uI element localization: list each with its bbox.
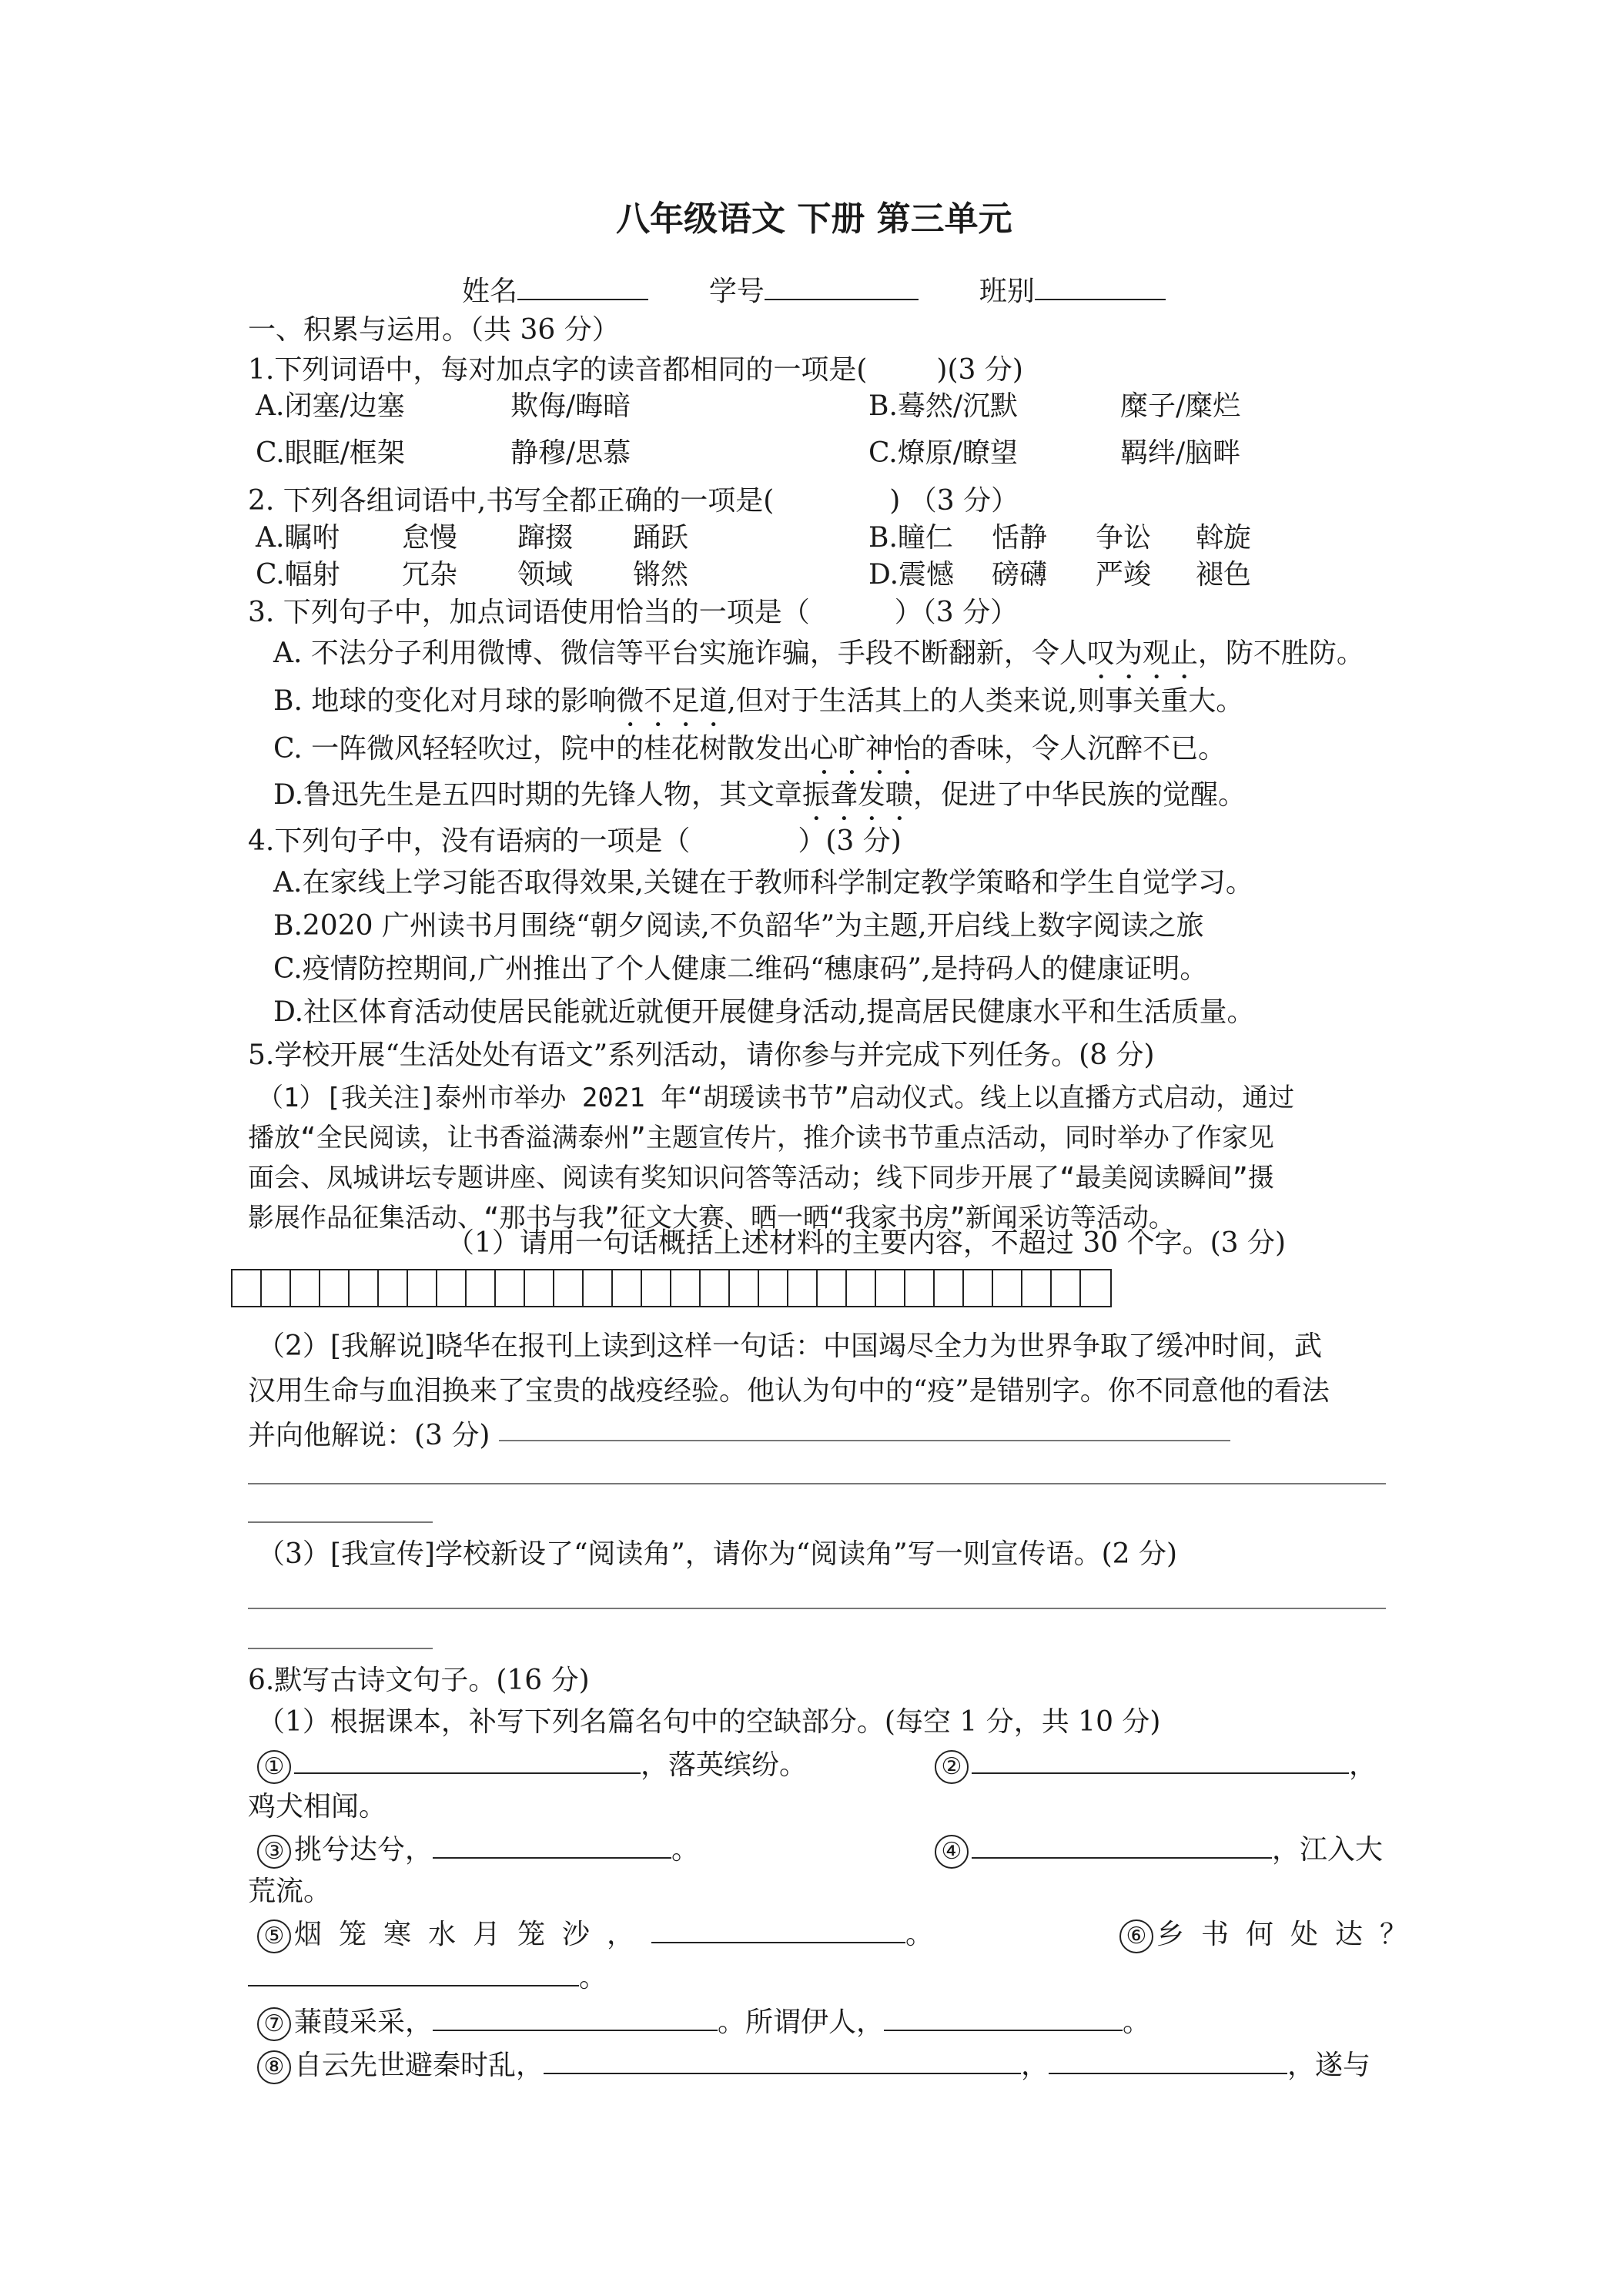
question-1-option-d[interactable]: C.燎原/瞭望: [868, 437, 1018, 469]
answer-grid-cell[interactable]: [730, 1270, 759, 1306]
question-3-option-d[interactable]: D.鲁迅先生是五四时期的先锋人物，其文章振聋发聩，促进了中华民族的觉醒。: [273, 779, 1247, 811]
question-5-task-2: （2）[我解说]晓华在报刊上读到这样一句话：中国竭尽全力为世界争取了缓冲时间，武 汉用生命与血泪换来了宝贵的战疫经验。他认为句中的“疫”是错别字。你不同意他的看法 并向他解说：(3 分): [248, 1330, 1330, 1451]
blank-7b[interactable]: [884, 2005, 1123, 2031]
task-3-answer-line-1[interactable]: [248, 1608, 1386, 1609]
question-2-option-b[interactable]: B.瞳仁 恬静 争讼 斡旋: [868, 522, 1252, 554]
task-3-answer-line-2[interactable]: [248, 1648, 433, 1649]
question-1-option-c-word2: 静穆/思慕: [510, 437, 631, 469]
poem-item-1: ① ，落英缤纷。: [257, 1748, 807, 1784]
question-6-sub-1: （1）根据课本，补写下列名篇名句中的空缺部分。(每空 1 分，共 10 分): [257, 1706, 1161, 1738]
answer-grid-cell[interactable]: [701, 1270, 730, 1306]
answer-grid-cell[interactable]: [554, 1270, 584, 1306]
poem-item-2: ② ，: [935, 1748, 1377, 1784]
number-8: ⑧: [257, 2050, 291, 2084]
answer-grid-cell[interactable]: [876, 1270, 905, 1306]
answer-grid-cell[interactable]: [935, 1270, 964, 1306]
name-label: 姓名: [462, 276, 518, 307]
question-1-option-b-word2: 糜子/糜烂: [1120, 390, 1241, 422]
answer-grid-cell[interactable]: [905, 1270, 935, 1306]
poem-item-6-cont: 。: [248, 1960, 607, 1996]
question-5-task-3: （3）[我宣传]学校新设了“阅读角”，请你为“阅读角”写一则宣传语。(2 分): [257, 1538, 1178, 1570]
poem-item-4-cont: 荒流。: [248, 1876, 332, 1907]
question-2-option-d[interactable]: D.震憾 磅礴 严竣 褪色: [868, 559, 1252, 591]
answer-grid-cell[interactable]: [233, 1270, 262, 1306]
blank-6[interactable]: [248, 1960, 579, 1986]
student-info-row: [462, 274, 1166, 310]
answer-grid-cell[interactable]: [320, 1270, 350, 1306]
answer-grid-cell[interactable]: [788, 1270, 818, 1306]
blank-4[interactable]: [972, 1832, 1272, 1859]
answer-grid-cell[interactable]: [671, 1270, 701, 1306]
question-3-option-c[interactable]: C. 一阵微风轻轻吹过，院中的桂花树散发出心旷神怡的香味，令人沉醉不已。: [273, 733, 1226, 765]
task-2-answer-line-1[interactable]: [499, 1440, 1230, 1441]
blank-7a[interactable]: [433, 2005, 718, 2031]
poem-item-7: ⑦ 蒹葭采采， 。所谓伊人， 。: [257, 2005, 1150, 2041]
answer-grid-cell[interactable]: [496, 1270, 525, 1306]
blank-3[interactable]: [433, 1832, 671, 1859]
poem-item-5: ⑤ 烟笼寒水月笼沙， 。: [257, 1917, 933, 1953]
answer-grid-cell[interactable]: [759, 1270, 788, 1306]
poem-item-4: ④ ，江入大: [935, 1832, 1383, 1869]
blank-8a[interactable]: [544, 2048, 1021, 2074]
answer-grid-cell[interactable]: [613, 1270, 642, 1306]
answer-grid-cell[interactable]: [437, 1270, 467, 1306]
name-field[interactable]: [517, 274, 648, 300]
question-3-option-b[interactable]: B. 地球的变化对月球的影响微不足道,但对于生活其上的人类来说,则事关重大。: [273, 685, 1244, 717]
question-1-stem: 1.下列词语中，每对加点字的读音都相同的一项是( )(3 分): [248, 354, 1023, 386]
answer-grid-cell[interactable]: [408, 1270, 437, 1306]
question-6-stem: 6.默写古诗文句子。(16 分): [248, 1665, 590, 1696]
class-field[interactable]: [1035, 274, 1166, 300]
answer-grid-cell[interactable]: [642, 1270, 671, 1306]
answer-grid-cell[interactable]: [584, 1270, 613, 1306]
question-5-task-1: （1）请用一句话概括上述材料的主要内容，不超过 30 个字。(3 分): [447, 1227, 1287, 1259]
class-label: 班别: [979, 276, 1035, 307]
number-6: ⑥: [1119, 1919, 1153, 1953]
poem-item-2-cont: 鸡犬相闻。: [248, 1791, 387, 1822]
question-1-option-a[interactable]: A.闭塞/边塞: [256, 390, 405, 422]
question-1-option-b[interactable]: B.蓦然/沉默: [868, 390, 1019, 422]
poem-item-3: ③ 挑兮达兮， 。: [257, 1832, 699, 1869]
student-id-label: 学号: [708, 276, 765, 307]
answer-grid-cell[interactable]: [350, 1270, 379, 1306]
question-3-option-a[interactable]: A. 不法分子利用微博、微信等平台实施诈骗，手段不断翻新，令人叹为观止，防不胜防。: [273, 638, 1364, 669]
question-4-option-c[interactable]: C.疫情防控期间,广州推出了个人健康二维码“穗康码”,是持码人的健康证明。: [273, 953, 1208, 985]
question-1-option-a-word2: 欺侮/晦暗: [510, 390, 631, 422]
task-2-answer-line-2[interactable]: [248, 1483, 1386, 1484]
task-2-answer-line-3[interactable]: [248, 1521, 433, 1523]
page-title: 八年级语文 下册 第三单元: [616, 199, 1012, 239]
answer-grid-cell[interactable]: [262, 1270, 291, 1306]
question-5-material: （1）[我关注]泰州市举办 2021 年“胡瑗读书节”启动仪式。线上以直播方式启动，通过 播放“全民阅读，让书香溢满泰州”主题宣传片，推介读书节重点活动，同时举办了作家见 面会、凤城讲坛专题讲座、阅读有奖知识问答等活动；线下同步开展了“最美阅读瞬间”摄 影展作品征集活动、“那书与我”征文大赛、晒一晒“我家书房”新闻采访等活动。: [248, 1083, 1295, 1233]
answer-grid-cell[interactable]: [1081, 1270, 1110, 1306]
poem-item-6: ⑥ 乡书何处达？: [1119, 1917, 1424, 1953]
question-5-stem: 5.学校开展“生活处处有语文”系列活动，请你参与并完成下列任务。(8 分): [248, 1039, 1155, 1071]
blank-5[interactable]: [651, 1917, 905, 1943]
question-2-option-c[interactable]: C.幅射 冗杂 领域 锵然: [256, 559, 689, 591]
answer-grid[interactable]: [231, 1269, 1112, 1307]
question-4-stem: 4.下列句子中，没有语病的一项是（ ）(3 分): [248, 825, 902, 857]
answer-grid-cell[interactable]: [467, 1270, 496, 1306]
poem-item-8: ⑧ 自云先世避秦时乱， ， ，遂与: [257, 2048, 1370, 2084]
question-4-option-a[interactable]: A.在家线上学习能否取得效果,关键在于教师科学制定教学策略和学生自觉学习。: [273, 867, 1253, 899]
answer-grid-cell[interactable]: [1052, 1270, 1081, 1306]
answer-grid-cell[interactable]: [525, 1270, 554, 1306]
question-1-option-c[interactable]: C.眼眶/框架: [256, 437, 405, 469]
number-7: ⑦: [257, 2007, 291, 2041]
answer-grid-cell[interactable]: [847, 1270, 876, 1306]
answer-grid-cell[interactable]: [379, 1270, 408, 1306]
question-2-option-a[interactable]: A.瞩咐 怠慢 蹿掇 踊跃: [256, 522, 689, 554]
section-heading: 一、积累与运用。（共 36 分）: [248, 314, 620, 346]
answer-grid-cell[interactable]: [993, 1270, 1022, 1306]
answer-grid-cell[interactable]: [964, 1270, 993, 1306]
blank-2[interactable]: [972, 1748, 1349, 1774]
answer-grid-cell[interactable]: [291, 1270, 320, 1306]
number-3: ③: [257, 1835, 291, 1869]
number-1: ①: [257, 1750, 291, 1784]
question-4-option-b[interactable]: B.2020 广州读书月围绕“朝夕阅读,不负韶华”为主题,开启线上数字阅读之旅: [273, 910, 1204, 942]
answer-grid-cell[interactable]: [1022, 1270, 1052, 1306]
blank-8b[interactable]: [1049, 2048, 1287, 2074]
student-id-field[interactable]: [765, 274, 919, 300]
question-2-stem: 2. 下列各组词语中,书写全都正确的一项是( ) （3 分）: [248, 485, 1019, 517]
question-1-option-d-word2: 羁绊/脑畔: [1120, 437, 1241, 469]
number-5: ⑤: [257, 1919, 291, 1953]
answer-grid-cell[interactable]: [818, 1270, 847, 1306]
question-4-option-d[interactable]: D.社区体育活动使居民能就近就便开展健身活动,提高居民健康水平和生活质量。: [273, 996, 1255, 1028]
number-2: ②: [935, 1750, 969, 1784]
number-4: ④: [935, 1835, 969, 1869]
blank-1[interactable]: [294, 1748, 641, 1774]
question-3-stem: 3. 下列句子中，加点词语使用恰当的一项是（ ）（3 分）: [248, 597, 1019, 628]
